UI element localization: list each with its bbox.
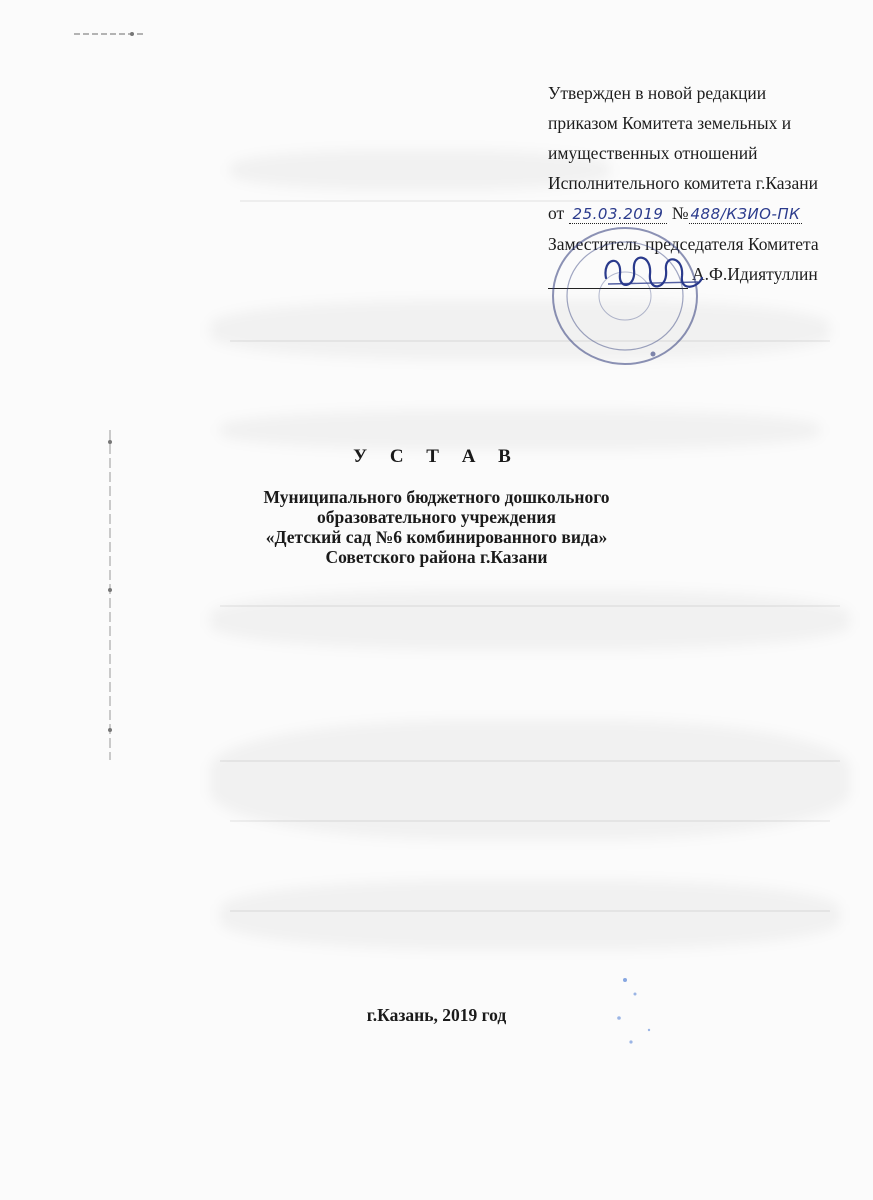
approval-line: Утвержден в новой редакции bbox=[548, 83, 767, 103]
scan-artifact bbox=[220, 410, 820, 450]
approval-date: 25.03.2019 bbox=[569, 205, 668, 224]
scan-artifact bbox=[210, 590, 850, 650]
org-line: образовательного учреждения bbox=[317, 507, 556, 527]
scan-artifact bbox=[210, 300, 830, 360]
organization-name bbox=[0, 487, 873, 567]
scan-artifact bbox=[220, 605, 840, 607]
scan-artifact bbox=[220, 880, 840, 950]
approval-line: имущественных отношений bbox=[548, 143, 758, 163]
date-prefix: от bbox=[548, 203, 565, 223]
round-seal-icon bbox=[545, 224, 705, 374]
approver-position: Заместитель председателя Комитета bbox=[548, 234, 819, 254]
document-title: У С Т А В bbox=[353, 446, 520, 467]
approval-line: приказом Комитета земельных и bbox=[548, 113, 792, 133]
org-line: «Детский сад №6 комбинированного вида» bbox=[265, 527, 608, 547]
scan-artifact bbox=[230, 340, 830, 342]
org-line: Муниципального бюджетного дошкольного bbox=[263, 487, 610, 507]
handwritten-signature-icon bbox=[598, 248, 708, 298]
scan-artifact bbox=[210, 720, 850, 840]
number-prefix: № bbox=[671, 203, 689, 223]
signatory-name: А.Ф.Идиятуллин bbox=[692, 264, 818, 284]
approval-line: Исполнительного комитета г.Казани bbox=[548, 173, 818, 193]
scan-artifact bbox=[230, 820, 830, 822]
org-line: Советского района г.Казани bbox=[325, 547, 548, 567]
binding-margin-icon bbox=[103, 430, 117, 760]
corner-mark-icon bbox=[74, 30, 144, 40]
scan-artifact bbox=[230, 910, 830, 912]
scan-artifact bbox=[220, 760, 840, 762]
place-and-year: г.Казань, 2019 год bbox=[366, 1005, 507, 1025]
approval-number: 488/КЗИО-ПК bbox=[690, 205, 801, 223]
